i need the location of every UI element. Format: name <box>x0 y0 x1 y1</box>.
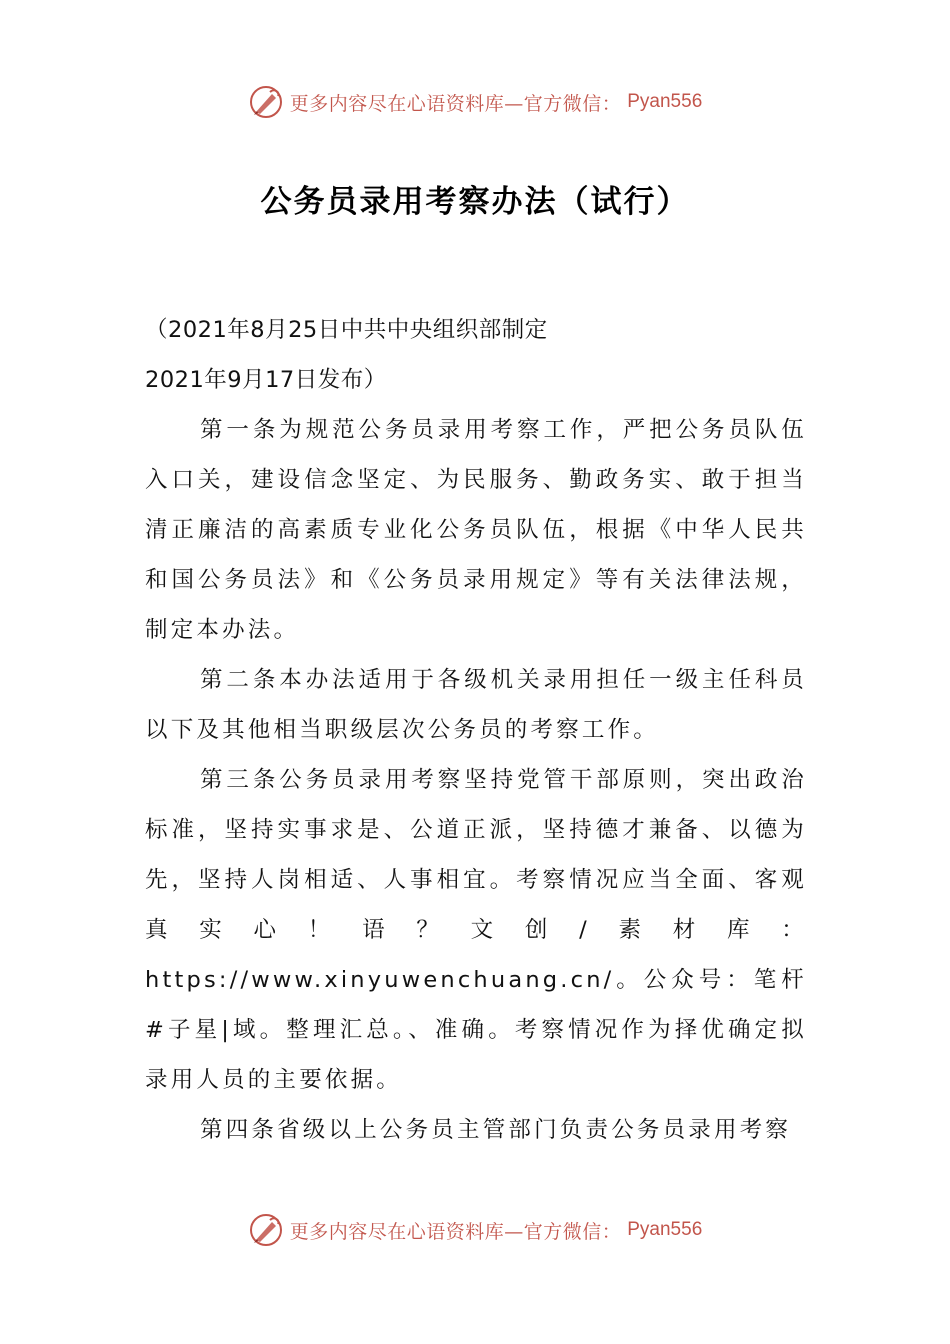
header-watermark <box>0 82 950 122</box>
document-body <box>145 305 807 1155</box>
footer-watermark <box>0 1210 950 1250</box>
watermark-wechat-id: Pyan556 <box>627 1219 703 1240</box>
pen-logo-icon <box>248 1212 284 1248</box>
pen-logo-icon <box>248 84 284 120</box>
article-3: 第三条公务员录用考察坚持党管干部原则，突出政治标准，坚持实事求是、公道正派，坚持德才兼备、以德为先，坚持人岗相适、人事相宜。考察情况应当全面、客观真实心！语？文创/素材库：https://www.xinyuwenchuang.cn/。公众号：笔杆#子星|域。整理汇总。、准确。考察情况作为择优确定拟录用人员的主要依据。 <box>145 767 807 1093</box>
watermark-wechat-id: Pyan556 <box>627 91 703 112</box>
watermark-text: 更多内容尽在心语资料库—官方微信： <box>289 1220 622 1243</box>
article-2: 第二条本办法适用于各级机关录用担任一级主任科员以下及其他相当职级层次公务员的考察工作。 <box>145 667 807 743</box>
watermark-text: 更多内容尽在心语资料库—官方微信： <box>289 92 622 115</box>
meta-line-1: （2021年8月25日中共中央组织部制定 <box>145 317 548 343</box>
document-title: 公务员录用考察办法（试行） <box>260 184 690 220</box>
meta-line-2: 2021年9月17日发布） <box>145 367 387 393</box>
article-1: 第一条为规范公务员录用考察工作，严把公务员队伍入口关，建设信念坚定、为民服务、勤政务实、敢于担当清正廉洁的高素质专业化公务员队伍，根据《中华人民共和国公务员法》和《公务员录用规定》等有关法律法规，制定本办法。 <box>145 417 807 643</box>
article-4: 第四条省级以上公务员主管部门负责公务员录用考察 <box>200 1117 792 1143</box>
